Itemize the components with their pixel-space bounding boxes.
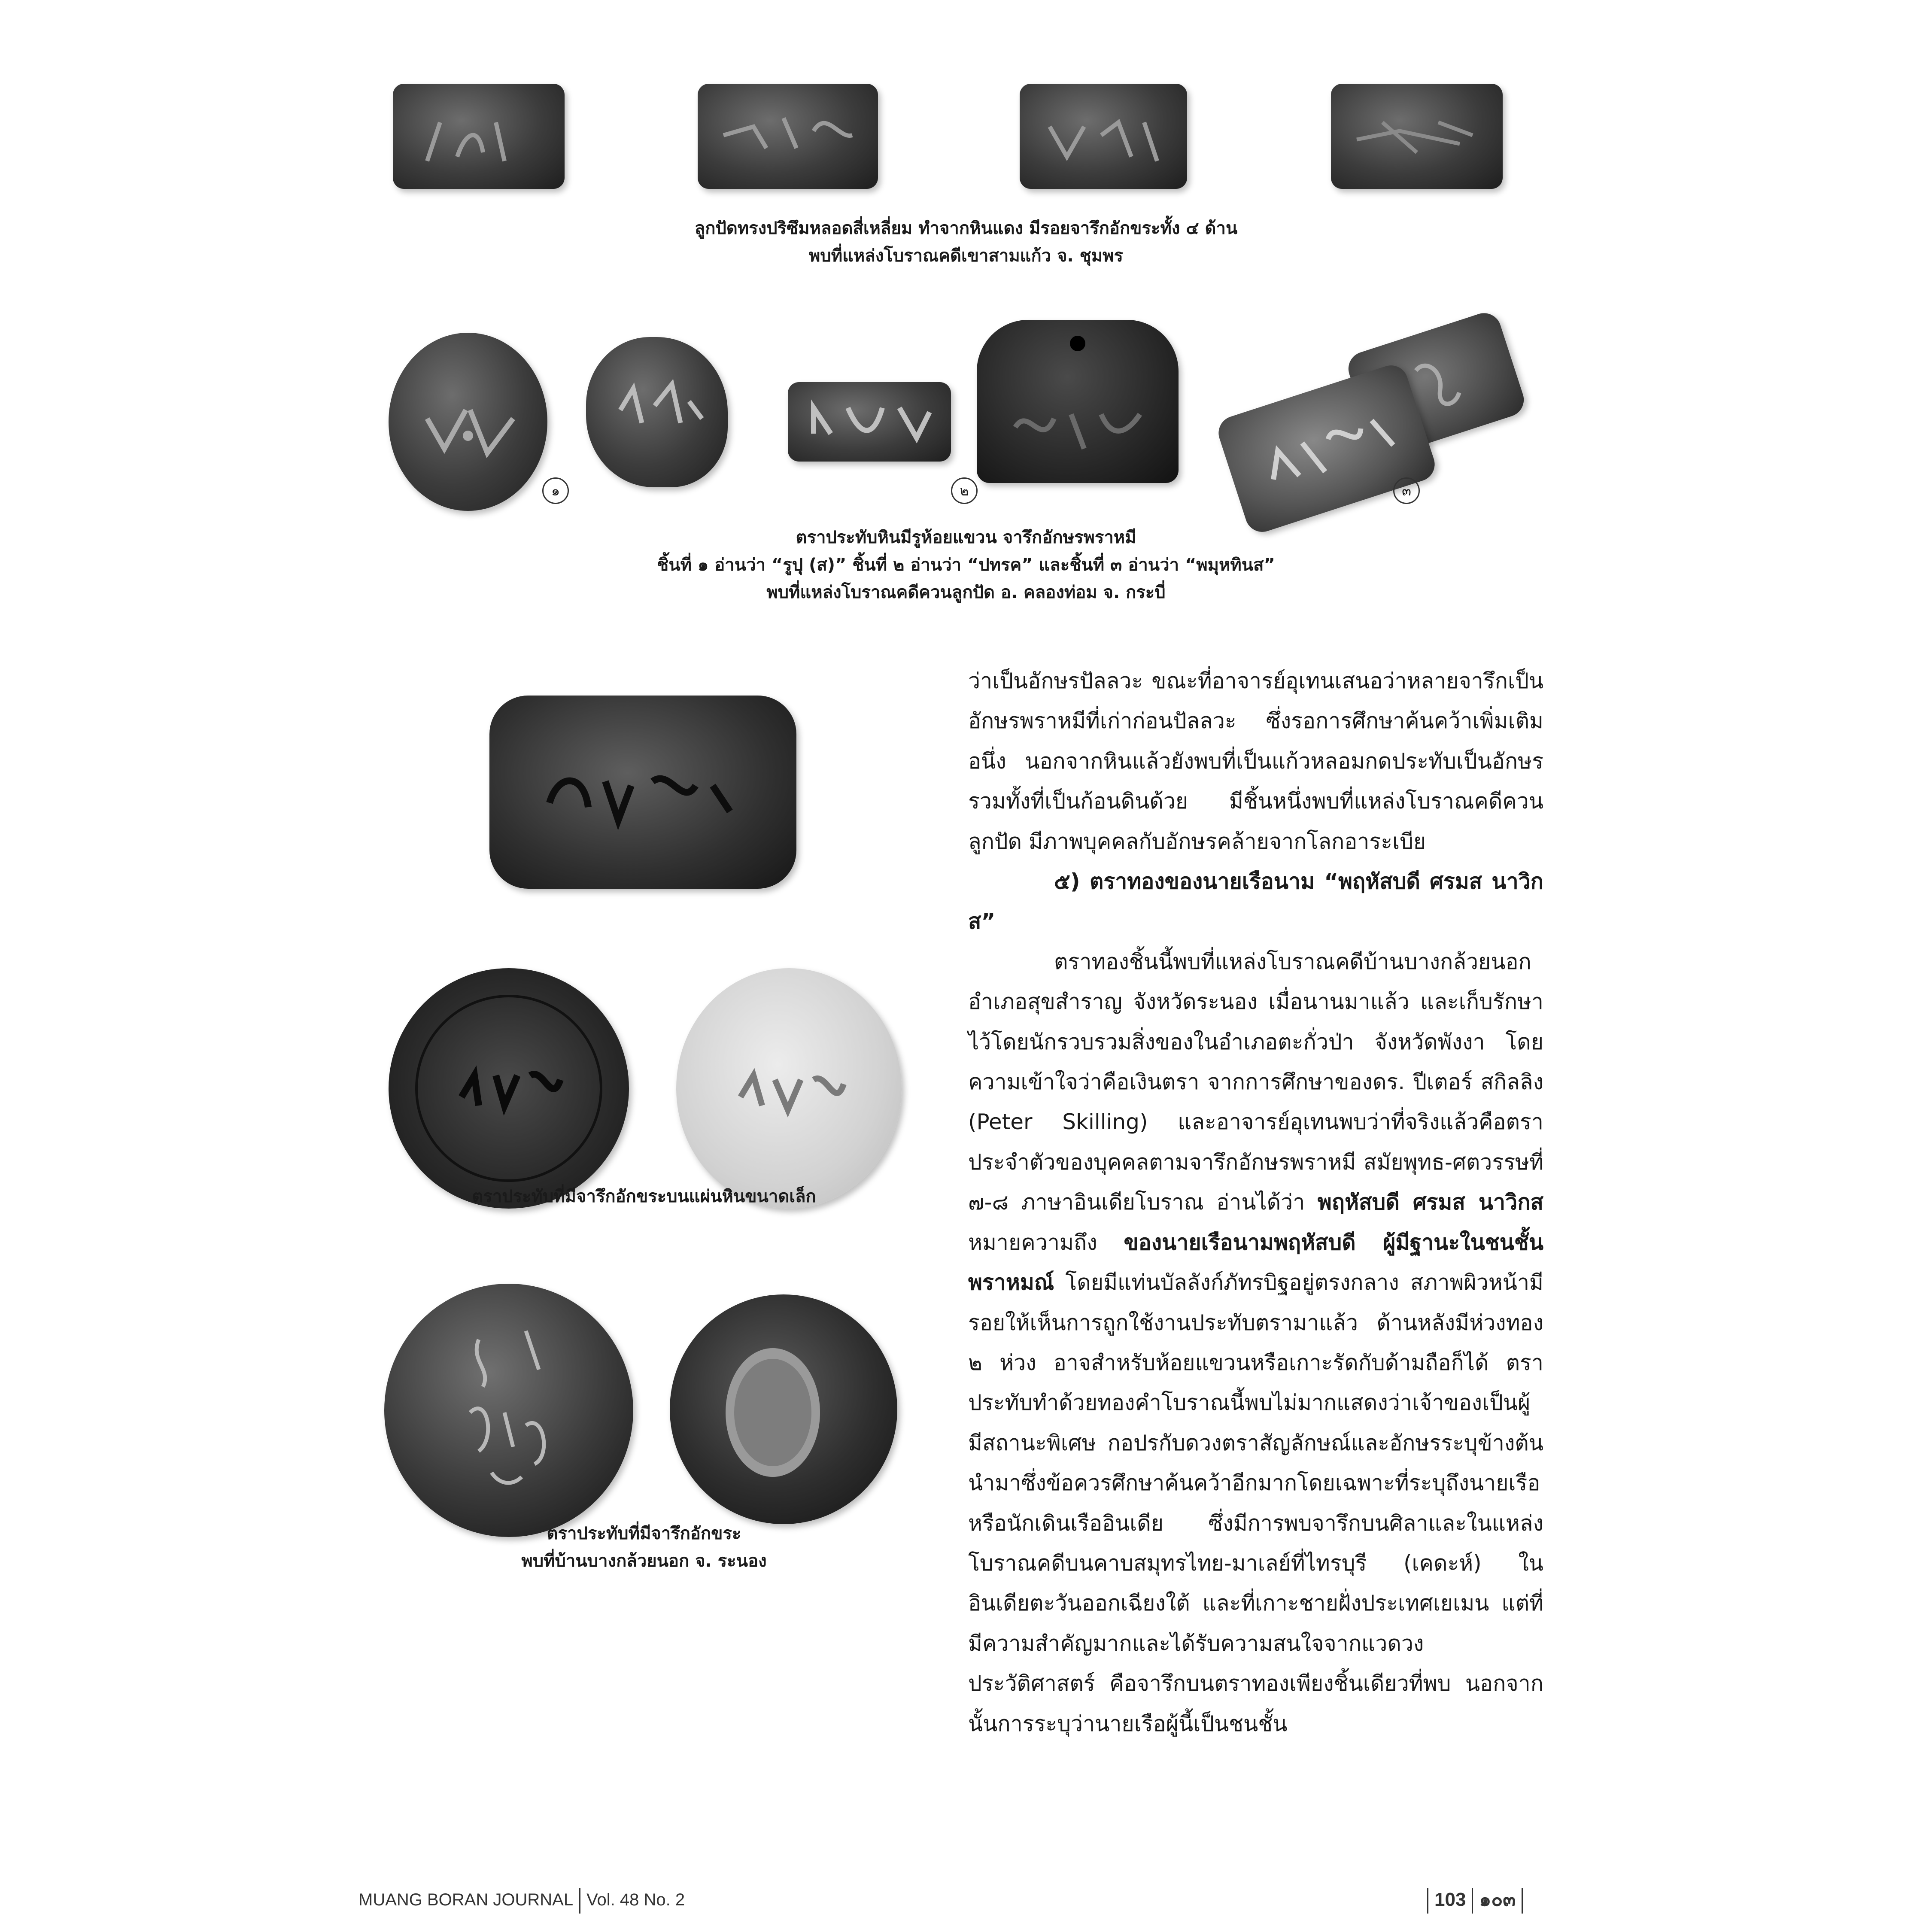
caption-line: ชิ้นที่ ๑ อ่านว่า “รูปุ (ส)” ชิ้นที่ ๒ อ่านว่า “ปทรค” และชิ้นที่ ๓ อ่านว่า “พมุหทินส”: [657, 555, 1275, 575]
caption-line: ตราประทับที่มีจารึกอักขระ: [547, 1524, 741, 1543]
photo-seal-small-rect: [788, 382, 951, 462]
bold-term: พฤหัสบดี ศรมส นาวิกส: [1317, 1190, 1543, 1215]
caption-figure-2: [494, 524, 1438, 606]
footer-divider: [1472, 1888, 1473, 1914]
photo-seal-block: [977, 320, 1179, 483]
paragraph-text: หมายความถึง: [968, 1230, 1124, 1255]
footer-divider: [1427, 1888, 1428, 1914]
page-number: 103: [1434, 1889, 1466, 1910]
footer-right: [1421, 1887, 1529, 1914]
photo-bead-4: [1331, 84, 1503, 189]
paragraph: [968, 942, 1543, 1744]
figure-marker-1: ๑: [542, 477, 569, 504]
caption-figure-4: [386, 1520, 902, 1575]
photo-seal-oval: [389, 333, 547, 511]
photo-stone-disc-dark: [389, 968, 629, 1209]
figure-marker-2: ๒: [951, 477, 978, 504]
footer-left: [358, 1887, 685, 1914]
photo-bead-3: [1020, 84, 1187, 189]
photo-gold-seal-back: [670, 1294, 897, 1524]
caption-line: ตราประทับหินมีรูห้อยแขวน จารึกอักษรพราหมี: [796, 528, 1136, 547]
caption-line: ลูกปัดทรงปริซึมหลอดสี่เหลี่ยม ทำจากหินแดง มีรอยจารึกอักขระทั้ง ๔ ด้าน: [694, 219, 1238, 238]
journal-volume: Vol. 48 No. 2: [586, 1890, 685, 1909]
photo-stone-slab: [489, 696, 796, 889]
photo-seal-irregular: [586, 337, 728, 487]
section-heading: ๕) ตราทองของนายเรือนาม “พฤหัสบดี ศรมส นาวิกส”: [968, 869, 1543, 934]
bold-phrase: ของนายเรือนามพฤหัสบดี ผู้มีฐานะในชนชั้นพราหมณ์: [968, 1230, 1543, 1295]
caption-line: ตราประทับที่มีจารึกอักขระบนแผ่นหินขนาดเล็ก: [472, 1187, 816, 1206]
paragraph-text: ตราทองชิ้นนี้พบที่แหล่งโบราณคดีบ้านบางกล้วยนอก อำเภอสุขสำราญ จังหวัดระนอง เมื่อนานมาแล้ว และเก็บรักษาไว้โดยนักรวบรวมสิ่งของในอำเภอตะกั่วป่า จังหวัดพังงา โดยความเข้าใจว่าคือเงินตรา จากการศึกษาของดร. ปีเตอร์ สกิลลิง (Peter Skilling) และอาจารย์อุเทนพบว่าที่จริงแล้วคือตราประจำตัวของบุคคลตามจารึกอักษรพราหมี สมัยพุทธ-ศตวรรษที่ ๗-๘ ภาษาอินเดียโบราณ อ่านได้ว่า: [968, 949, 1543, 1215]
photo-bead-2: [698, 84, 878, 189]
caption-line: พบที่บ้านบางกล้วยนอก จ. ระนอง: [521, 1551, 767, 1571]
journal-name: MUANG BORAN JOURNAL: [358, 1890, 574, 1909]
caption-line: พบที่แหล่งโบราณคดีเขาสามแก้ว จ. ชุมพร: [808, 246, 1123, 266]
paragraph: ว่าเป็นอักษรปัลลวะ ขณะที่อาจารย์อุเทนเสนอว่าหลายจารึกเป็นอักษรพราหมีที่เก่าก่อนปัลลวะ ซึ่งรอการศึกษาค้นคว้าเพิ่มเติมอนึ่ง นอกจากหินแล้วยังพบที่เป็นแก้วหลอมกดประทับเป็นอักษร รวมทั้งที่เป็นก้อนดินด้วย มีชิ้นหนึ่งพบที่แหล่งโบราณคดีควนลูกปัด มีภาพบุคคลกับอักษรคล้ายจากโลกอาระเบีย: [968, 668, 1543, 854]
caption-figure-3: [386, 1183, 902, 1210]
page-number-thai: ๑๐๓: [1479, 1889, 1516, 1910]
photo-gold-seal-front: [384, 1284, 633, 1537]
caption-figure-1: [472, 215, 1460, 270]
caption-line: พบที่แหล่งโบราณคดีควนลูกปัด อ. คลองท่อม จ. กระบี่: [766, 583, 1166, 602]
photo-bead-1: [393, 84, 565, 189]
footer-divider: [579, 1888, 580, 1914]
footer-divider: [1522, 1888, 1523, 1914]
paragraph-text: โดยมีแท่นบัลลังก์ภัทรบิฐอยู่ตรงกลาง สภาพผิวหน้ามีรอยให้เห็นการถูกใช้งานประทับตรามาแล้ว ด้านหลังมีห่วงทอง ๒ ห่วง อาจสำหรับห้อยแขวนหรือเกาะรัดกับด้ามถือก็ได้ ตราประทับทำด้วยทองคำโบราณนี้พบไม่มากแสดงว่าเจ้าของเป็นผู้มีสถานะพิเศษ กอปรกับดวงตราสัญลักษณ์และอักษรระบุข้างต้น นำมาซึ่งข้อควรศึกษาค้นคว้าอีกมากโดยเฉพาะที่ระบุถึงนายเรือหรือนักเดินเรืออินเดีย ซึ่งมีการพบจารึกบนศิลาและในแหล่งโบราณคดีบนคาบสมุทรไทย-มาเลย์ที่ไทรบุรี (เคดะห์) ในอินเดียตะวันออกเฉียงใต้ และที่เกาะชายฝั่งประเทศเยเมน แต่ที่มีความสำคัญมากและได้รับความสนใจจากแวดวงประวัติศาสตร์ คือจารึกบนตราทองเพียงชิ้นเดียวที่พบ นอกจากนั้นการระบุว่านายเรือผู้นี้เป็นชนชั้น: [968, 1270, 1543, 1736]
photo-seal-diamond-front: [1214, 361, 1439, 536]
photo-stone-disc-light: [676, 968, 902, 1209]
figure-marker-3: ๓: [1393, 477, 1420, 504]
article-body: [968, 661, 1543, 1744]
